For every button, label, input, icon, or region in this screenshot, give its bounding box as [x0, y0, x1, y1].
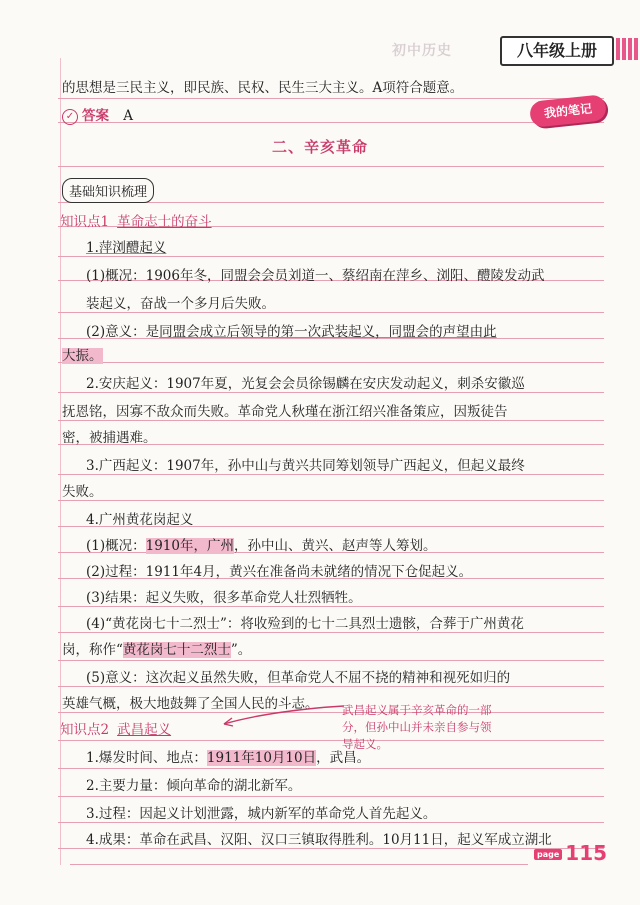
answer-context: 的思想是三民主义，即民族、民权、民生三大主义。A项符合题意。	[62, 80, 464, 96]
box-label: 基础知识梳理	[62, 178, 154, 203]
rule-line	[58, 166, 604, 167]
text-segment: 1.爆发时间、地点：	[86, 750, 207, 766]
header-stripes	[616, 38, 640, 64]
answer-label: 答案	[82, 108, 109, 124]
kp2-title: 武昌起义	[117, 722, 172, 738]
text-segment: ，孙中山、黄兴、赵声等人筹划。	[233, 538, 437, 554]
text-line: 3.广西起义：1907年，孙中山与黄兴共同筹划领导广西起义，但起义最终	[86, 458, 525, 474]
text-line: (3)结果：起义失败，很多革命党人壮烈牺牲。	[86, 590, 362, 606]
highlight-segment: 黄花岗七十二烈士	[122, 642, 231, 658]
page-tag: page	[534, 849, 562, 860]
text-line	[86, 236, 600, 256]
text-segment: ”。	[230, 642, 252, 658]
margin-note: 武昌起义属于辛亥革命的一部分，但孙中山并未亲自参与领导起义。	[342, 703, 492, 751]
text-segment: 岗，称作“	[62, 642, 123, 658]
rule-line	[58, 796, 604, 797]
footer-rule	[70, 864, 528, 865]
margin-line	[60, 58, 61, 865]
highlight-segment: 1911年10月10日	[206, 750, 317, 766]
page-number-value: 115	[565, 841, 608, 865]
rule-line	[58, 98, 604, 99]
text-line: 密，被捕遇难。	[62, 430, 157, 446]
rule-line	[58, 660, 604, 661]
text-segment: 1.萍浏醴起义	[86, 240, 167, 256]
text-line: 2.安庆起义：1907年夏，光复会会员徐锡麟在安庆发动起义，刺杀安徽巡	[86, 376, 525, 392]
kp1-title: 革命志士的奋斗	[117, 214, 212, 230]
rule-line	[58, 768, 604, 769]
text-line: 2.主要力量：倾向革命的湖北新军。	[86, 778, 302, 794]
text-line: 失败。	[62, 484, 103, 500]
rule-line	[58, 420, 604, 421]
text-line: 4.成果：革命在武昌、汉阳、汉口三镇取得胜利。10月11日，起义军成立湖北	[86, 832, 552, 848]
text-line: 3.过程：因起义计划泄露，城内新军的革命党人首先起义。	[86, 806, 437, 822]
answer-value: A	[123, 108, 134, 124]
text-line: 英雄气概，极大地鼓舞了全国人民的斗志。	[62, 696, 319, 712]
section-title: 二、辛亥革命	[271, 138, 368, 156]
note-arrow-icon	[218, 700, 348, 730]
text-segment: 同盟会成立后领导的第一次武装起义，同盟会的声望由此	[159, 324, 497, 340]
rule-line	[58, 848, 604, 849]
rule-line	[58, 392, 604, 393]
page-number	[534, 841, 607, 865]
text-line: 抚恩铭，因寡不敌众而失败。革命党人秋瑾在浙江绍兴准备策应，因叛徒告	[62, 404, 508, 420]
rule-line	[58, 312, 604, 313]
notes-badge: 我的笔记	[529, 94, 607, 128]
page-header	[380, 36, 640, 64]
highlight-segment: 大振。	[62, 348, 103, 364]
rule-line	[58, 474, 604, 475]
text-line	[86, 534, 600, 554]
rule-line	[58, 740, 604, 741]
text-line	[62, 344, 600, 364]
text-segment: ，武昌。	[316, 750, 371, 766]
kp1-label: 知识点1	[60, 214, 110, 230]
rule-line	[58, 822, 604, 823]
text-line: (4)“黄花岗七十二烈士”：将收殓到的七十二具烈士遗骸，合葬于广州黄花	[86, 616, 524, 632]
rule-line	[58, 686, 604, 687]
text-line: (5)意义：这次起义虽然失败，但革命党人不屈不挠的精神和视死如归的	[86, 670, 511, 686]
text-line: (2)过程：1911年4月，黄兴在准备尚未就绪的情况下仓促起义。	[86, 564, 473, 580]
header-faded-text: 初中历史	[392, 43, 452, 59]
text-line	[86, 746, 600, 766]
rule-line	[58, 256, 604, 257]
text-line: 4.广州黄花岗起义	[86, 512, 194, 528]
knowledge-point-1	[60, 210, 212, 230]
knowledge-point-2	[60, 718, 171, 738]
highlight-segment: 1910年，广州	[145, 538, 234, 554]
text-line	[86, 320, 600, 340]
text-segment: (2)意义：是	[86, 324, 160, 340]
answer-row	[62, 104, 600, 125]
rule-line	[58, 632, 604, 633]
text-segment: (1)概况：	[86, 538, 146, 554]
text-line: 装起义，奋战一个多月后失败。	[86, 296, 275, 312]
text-line	[62, 638, 600, 658]
kp2-label: 知识点2	[60, 722, 110, 738]
text-line: (1)概况：1906年冬，同盟会会员刘道一、蔡绍南在萍乡、浏阳、醴陵发动武	[86, 268, 545, 284]
rule-line	[58, 606, 604, 607]
grade-label: 八年级上册	[500, 36, 614, 66]
check-icon: ✓	[62, 109, 78, 125]
rule-line	[58, 500, 604, 501]
